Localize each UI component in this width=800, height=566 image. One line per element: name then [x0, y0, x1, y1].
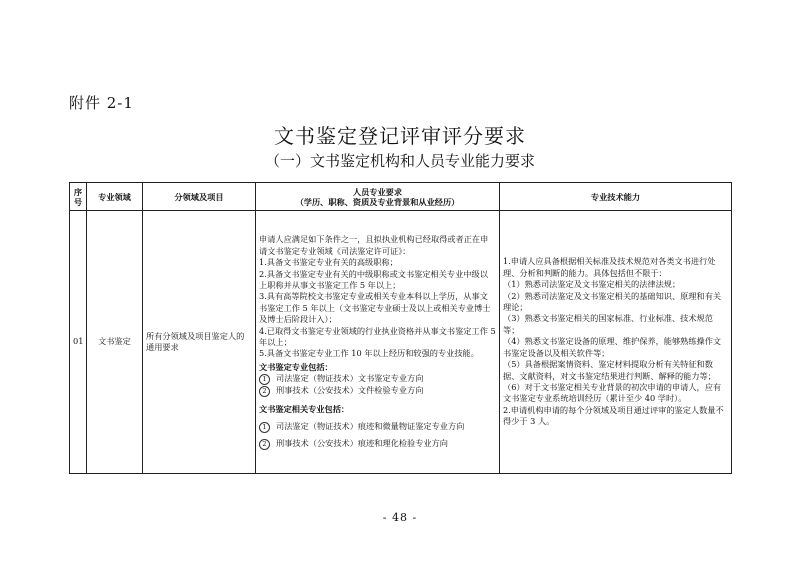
attachment-label: 附件 2-1 [69, 94, 134, 112]
personnel-line: 4.已取得文书鉴定专业领域的行业执业资格并从事文书鉴定工作 5 年以上； [259, 325, 496, 348]
personnel-line: 3.具有高等院校文书鉴定专业或相关专业本科以上学历，从事文书鉴定工作 5 年以上（文书鉴定专业硕士及以上或相关专业博士及博士后阶段计入）； [259, 291, 491, 325]
cell-tech [500, 211, 732, 474]
personnel-line: 5.具备文书鉴定专业工作 10 年以上经历和较强的专业技能。 [259, 348, 479, 359]
table-row [70, 211, 732, 474]
document-title: 文书鉴定登记评审评分要求 [274, 124, 526, 148]
tech-line: （4）熟悉文书鉴定设备的原理、维护保养，能够熟练操作文书鉴定设备以及相关软件等； [503, 336, 722, 358]
document-subtitle: （一）文书鉴定机构和人员专业能力要求 [264, 152, 535, 170]
tech-line: 1.申请人应具备根据相关标准及技术规范对各类文书进行处理、分析和判断的能力。具体包括但不限于： [503, 256, 716, 278]
circled-number: 1 [259, 422, 270, 433]
specialty-title: 文书鉴定专业包括： [259, 361, 333, 372]
specialty-item-text: 司法鉴定（物证技术）文书鉴定专业方向 [276, 373, 424, 384]
header-field: 专业领域 [87, 183, 143, 211]
related-item [259, 438, 496, 450]
tech-line: （6）对于文书鉴定相关专业背景的初次申请的申请人，应有文书鉴定专业系统培训经历（累计至少 40 学时）。 [503, 381, 722, 404]
specialty-item-text: 刑事技术（公安技术）文件检验专业方向 [276, 385, 424, 396]
header-subfield: 分领域及项目 [143, 183, 256, 211]
cell-personnel [256, 211, 500, 474]
table-header-row [70, 183, 732, 211]
requirements-table [69, 182, 732, 474]
header-tech: 专业技术能力 [500, 183, 732, 211]
header-personnel [256, 183, 500, 211]
tech-line: 2.申请机构申请的每个分领域及项目通过评审的鉴定人数量不得少于 3 人。 [503, 404, 724, 427]
cell-subfield: 所有分领域及项目鉴定人的通用要求 [143, 211, 256, 474]
related-item-text: 刑事技术（公安技术）痕迹和理化检验专业方向 [276, 437, 448, 448]
cell-no: 01 [70, 211, 87, 474]
circled-number: 1 [259, 374, 270, 385]
related-item-text: 司法鉴定（物证技术）痕迹和微量物证鉴定专业方向 [276, 420, 465, 431]
personnel-line: 2.具备文书鉴定专业有关的中级职称或文书鉴定相关专业中级以上职称并从事文书鉴定工作 5 年以上； [259, 268, 488, 290]
page-number: - 48 - [382, 511, 418, 524]
related-title: 文书鉴定相关专业包括： [259, 404, 350, 415]
specialty-item [259, 373, 496, 385]
circled-number: 2 [259, 439, 270, 450]
header-personnel-sub: （学历、职称、资质及专业背景和从业经历） [295, 196, 460, 207]
specialty-item [259, 385, 496, 397]
cell-field: 文书鉴定 [87, 211, 143, 474]
tech-line: （2）熟悉司法鉴定及文书鉴定相关的基础知识、原理和有关理论； [503, 290, 722, 313]
header-no: 序号 [70, 183, 87, 211]
personnel-line: 1.具备文书鉴定专业有关的高级职称； [259, 257, 398, 268]
circled-number: 2 [259, 386, 270, 397]
tech-line: （5）具备根据案情资料、鉴定材料提取分析有关特征和数据、文献资料，对文书鉴定结果进行判断、解释的能力等； [503, 359, 716, 381]
tech-line: （3）熟悉文书鉴定相关的国家标准、行业标准、技术规范等； [503, 313, 713, 335]
header-personnel-main: 人员专业要求 [352, 186, 403, 197]
tech-line: （1）熟悉司法鉴定及文书鉴定相关的法律法规； [503, 279, 681, 290]
related-item [259, 421, 496, 433]
personnel-line: 申请人应满足如下条件之一，且拟执业机构已经取得或者正在申请文书鉴定专业领域《司法鉴定许可证》： [259, 234, 489, 256]
